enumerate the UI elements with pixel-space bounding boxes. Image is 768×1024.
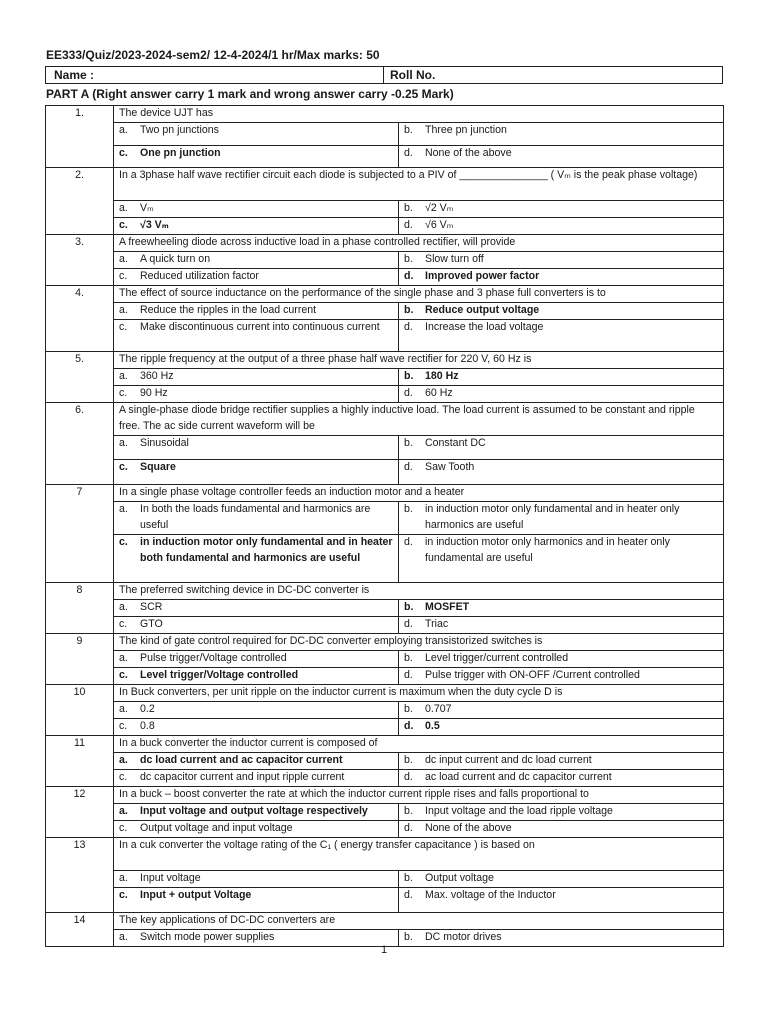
- option-row: [46, 702, 724, 719]
- option-text: Switch mode power supplies: [140, 931, 275, 943]
- option-letter: d.: [404, 889, 413, 901]
- question-number: 3.: [46, 235, 114, 286]
- option-letter: b.: [404, 872, 413, 884]
- option-letter: a.: [119, 703, 128, 715]
- option-cell: [399, 770, 724, 787]
- option-text: Pulse trigger with ON-OFF /Current controlled: [425, 669, 640, 681]
- option-cell: [114, 804, 399, 821]
- option-cell: [399, 201, 724, 218]
- option-row: [46, 269, 724, 286]
- option-letter: d.: [404, 720, 414, 732]
- option-text: None of the above: [425, 822, 512, 834]
- option: [404, 617, 718, 633]
- option-row: [46, 535, 724, 583]
- option: [404, 651, 718, 667]
- option-cell: [114, 617, 399, 634]
- option-cell: [114, 218, 399, 235]
- option: [119, 123, 393, 139]
- option-row: [46, 320, 724, 352]
- option: [119, 369, 393, 385]
- option-cell: [399, 502, 724, 535]
- option-cell: [114, 436, 399, 460]
- option-letter: a.: [119, 253, 128, 265]
- question-number: 1.: [46, 106, 114, 168]
- option-text: Reduce output voltage: [425, 304, 540, 316]
- option-text: Pulse trigger/Voltage controlled: [140, 652, 287, 664]
- option-text: Slow turn off: [425, 253, 484, 265]
- option: [404, 386, 718, 402]
- option-text: GTO: [140, 618, 163, 630]
- option-letter: c.: [119, 720, 128, 732]
- question-table-body: [46, 106, 724, 947]
- option-row: [46, 753, 724, 770]
- roll-label: Roll No.: [390, 68, 436, 82]
- option-text: √2 Vₘ: [425, 202, 454, 214]
- option-letter: b.: [404, 601, 414, 613]
- option-letter: d.: [404, 771, 413, 783]
- option-letter: c.: [119, 618, 128, 630]
- name-roll-box: [45, 66, 723, 84]
- option-row: [46, 617, 724, 634]
- option-text: Input + output Voltage: [140, 889, 252, 901]
- option: [119, 702, 393, 718]
- option-row: [46, 719, 724, 736]
- option-text: dc capacitor current and input ripple current: [140, 771, 345, 783]
- option-row: [46, 460, 724, 485]
- option: [119, 201, 393, 217]
- option: [404, 218, 718, 234]
- option-cell: [399, 386, 724, 403]
- question-number: 2.: [46, 168, 114, 235]
- question-text: A single-phase diode bridge rectifier supplies a highly inductive load. The load current is assumed to be constant and ripple free. The ac side current waveform will be: [114, 403, 724, 436]
- option-cell: [399, 888, 724, 913]
- option-letter: a.: [119, 872, 128, 884]
- option-cell: [399, 320, 724, 352]
- option-letter: a.: [119, 754, 128, 766]
- option-text: Saw Tooth: [425, 461, 475, 473]
- question-stem-row: [46, 235, 724, 252]
- option-cell: [114, 201, 399, 218]
- option-text: Output voltage: [425, 872, 494, 884]
- question-stem-row: [46, 913, 724, 930]
- option-row: [46, 436, 724, 460]
- option: [119, 888, 393, 904]
- option: [404, 600, 718, 616]
- option-cell: [399, 146, 724, 168]
- option-letter: c.: [119, 536, 128, 548]
- question-stem-row: [46, 787, 724, 804]
- option-text: One pn junction: [140, 147, 221, 159]
- course-header: EE333/Quiz/2023-2024-sem2/ 12-4-2024/1 hr/Max marks: 50: [46, 48, 380, 62]
- option-row: [46, 668, 724, 685]
- option-text: SCR: [140, 601, 163, 613]
- option-cell: [114, 821, 399, 838]
- option-cell: [399, 436, 724, 460]
- option-row: [46, 821, 724, 838]
- option-letter: d.: [404, 822, 413, 834]
- option-text: Reduced utilization factor: [140, 270, 259, 282]
- option: [404, 535, 718, 566]
- option-text: In both the loads fundamental and harmonics are useful: [140, 503, 371, 531]
- question-stem-row: [46, 168, 724, 201]
- option: [404, 303, 718, 319]
- question-number: 14: [46, 913, 114, 947]
- option: [119, 436, 393, 452]
- question-number: 5.: [46, 352, 114, 403]
- option-text: MOSFET: [425, 601, 470, 613]
- option-letter: a.: [119, 370, 128, 382]
- question-stem-row: [46, 485, 724, 502]
- option: [119, 502, 393, 533]
- option-text: Vₘ: [140, 202, 154, 214]
- option-text: Square: [140, 461, 176, 473]
- option-cell: [114, 303, 399, 320]
- option: [404, 123, 718, 139]
- question-text: The device UJT has: [114, 106, 724, 123]
- option-text: Input voltage and the load ripple voltage: [425, 805, 613, 817]
- question-table: [45, 105, 724, 947]
- option-text: A quick turn on: [140, 253, 211, 265]
- question-number: 11: [46, 736, 114, 787]
- option-cell: [399, 617, 724, 634]
- question-text: In Buck converters, per unit ripple on the inductor current is maximum when the duty cycle D is: [114, 685, 724, 702]
- option-letter: b.: [404, 652, 413, 664]
- option-text: Triac: [425, 618, 449, 630]
- option-cell: [114, 535, 399, 583]
- option-text: Input voltage and output voltage respectively: [140, 805, 368, 817]
- option-text: Input voltage: [140, 872, 201, 884]
- option-letter: d.: [404, 270, 414, 282]
- option-letter: b.: [404, 754, 413, 766]
- question-number: 8: [46, 583, 114, 634]
- option-row: [46, 651, 724, 668]
- option-cell: [114, 719, 399, 736]
- option-text: 90 Hz: [140, 387, 168, 399]
- option-letter: b.: [404, 304, 414, 316]
- option: [404, 702, 718, 718]
- question-text: The effect of source inductance on the performance of the single phase and 3 phase full converters is to: [114, 286, 724, 303]
- option: [404, 871, 718, 887]
- option-letter: d.: [404, 669, 413, 681]
- option: [404, 252, 718, 268]
- question-text: In a 3phase half wave rectifier circuit each diode is subjected to a PIV of _______________ ( Vₘ is the peak phase voltage): [114, 168, 724, 201]
- option-row: [46, 303, 724, 320]
- option-letter: b.: [404, 503, 413, 515]
- question-number: 13: [46, 838, 114, 913]
- question-stem-row: [46, 106, 724, 123]
- option: [119, 871, 393, 887]
- option-letter: a.: [119, 652, 128, 664]
- option-row: [46, 871, 724, 888]
- option-cell: [114, 252, 399, 269]
- option-row: [46, 770, 724, 787]
- option: [119, 753, 393, 769]
- option-cell: [114, 753, 399, 770]
- option: [404, 804, 718, 820]
- option-text: None of the above: [425, 147, 512, 159]
- option-text: ac load current and dc capacitor current: [425, 771, 612, 783]
- option-text: dc input current and dc load current: [425, 754, 592, 766]
- option-letter: b.: [404, 370, 414, 382]
- question-stem-row: [46, 583, 724, 600]
- option: [404, 460, 718, 476]
- option-row: [46, 888, 724, 913]
- option-text: Increase the load voltage: [425, 321, 544, 333]
- option: [119, 668, 393, 684]
- option-text: Improved power factor: [425, 270, 540, 282]
- option-text: 360 Hz: [140, 370, 174, 382]
- option-text: Level trigger/Voltage controlled: [140, 669, 299, 681]
- question-number: 9: [46, 634, 114, 685]
- option: [404, 502, 718, 533]
- question-stem-row: [46, 403, 724, 436]
- page-number: 1: [380, 944, 388, 956]
- option: [119, 303, 393, 319]
- option-letter: a.: [119, 601, 128, 613]
- option-letter: c.: [119, 822, 128, 834]
- option-text: Output voltage and input voltage: [140, 822, 293, 834]
- question-text: In a single phase voltage controller feeds an induction motor and a heater: [114, 485, 724, 502]
- question-number: 7: [46, 485, 114, 583]
- option-cell: [114, 502, 399, 535]
- option-text: dc load current and ac capacitor current: [140, 754, 343, 766]
- option-cell: [399, 804, 724, 821]
- option-cell: [399, 369, 724, 386]
- question-number: 12: [46, 787, 114, 838]
- option-cell: [114, 146, 399, 168]
- option-row: [46, 502, 724, 535]
- option-letter: c.: [119, 461, 128, 473]
- question-stem-row: [46, 685, 724, 702]
- option-cell: [399, 460, 724, 485]
- option-row: [46, 804, 724, 821]
- option-cell: [399, 871, 724, 888]
- option-cell: [114, 369, 399, 386]
- option-text: in induction motor only fundamental and in heater both fundamental and harmonics are useful: [140, 536, 393, 564]
- option-cell: [399, 651, 724, 668]
- option-cell: [114, 888, 399, 913]
- option: [119, 218, 393, 234]
- question-stem-row: [46, 352, 724, 369]
- option-letter: d.: [404, 219, 413, 231]
- option: [404, 146, 718, 162]
- option-letter: b.: [404, 253, 413, 265]
- option-letter: d.: [404, 618, 413, 630]
- part-a-heading: PART A (Right answer carry 1 mark and wrong answer carry -0.25 Mark): [46, 87, 454, 101]
- option-cell: [114, 600, 399, 617]
- option-cell: [114, 702, 399, 719]
- option-letter: d.: [404, 536, 413, 548]
- option-text: 0.5: [425, 720, 440, 732]
- option: [404, 821, 718, 837]
- option-text: Sinusoidal: [140, 437, 189, 449]
- option-row: [46, 123, 724, 146]
- option: [119, 269, 393, 285]
- option-letter: b.: [404, 124, 413, 136]
- option-text: 180 Hz: [425, 370, 459, 382]
- option: [119, 386, 393, 402]
- option-letter: d.: [404, 321, 413, 333]
- option-letter: a.: [119, 202, 128, 214]
- option-letter: b.: [404, 437, 413, 449]
- question-text: The kind of gate control required for DC-DC converter employing transistorized switches is: [114, 634, 724, 651]
- option-text: 0.707: [425, 703, 452, 715]
- option-cell: [399, 303, 724, 320]
- option-letter: a.: [119, 503, 128, 515]
- option-cell: [114, 269, 399, 286]
- question-stem-row: [46, 838, 724, 871]
- option-letter: c.: [119, 147, 128, 159]
- option-letter: a.: [119, 304, 128, 316]
- option: [119, 651, 393, 667]
- option-letter: c.: [119, 669, 128, 681]
- option-text: Reduce the ripples in the load current: [140, 304, 317, 316]
- option-letter: a.: [119, 931, 128, 943]
- option-text: 0.2: [140, 703, 155, 715]
- option-cell: [399, 821, 724, 838]
- option: [119, 535, 393, 566]
- option: [404, 436, 718, 452]
- option: [404, 888, 718, 904]
- option-letter: b.: [404, 805, 413, 817]
- question-number: 4.: [46, 286, 114, 352]
- option-text: Three pn junction: [425, 124, 507, 136]
- option-letter: b.: [404, 931, 413, 943]
- question-text: A freewheeling diode across inductive load in a phase controlled rectifier, will provide: [114, 235, 724, 252]
- question-stem-row: [46, 736, 724, 753]
- option: [404, 320, 718, 336]
- name-label: Name :: [54, 68, 95, 82]
- option-text: in induction motor only harmonics and in heater only fundamental are useful: [425, 536, 670, 564]
- option: [119, 146, 393, 162]
- option: [119, 320, 393, 336]
- option-text: Level trigger/current controlled: [425, 652, 569, 664]
- option-row: [46, 386, 724, 403]
- option: [119, 252, 393, 268]
- option-text: Two pn junctions: [140, 124, 219, 136]
- option: [119, 460, 393, 476]
- option-letter: d.: [404, 147, 413, 159]
- option: [119, 617, 393, 633]
- option-text: √6 Vₘ: [425, 219, 454, 231]
- option-letter: c.: [119, 219, 128, 231]
- option: [119, 600, 393, 616]
- option-text: in induction motor only fundamental and in heater only harmonics are useful: [425, 503, 680, 531]
- question-text: The ripple frequency at the output of a three phase half wave rectifier for 220 V, 60 Hz is: [114, 352, 724, 369]
- option-cell: [399, 269, 724, 286]
- option-letter: c.: [119, 889, 128, 901]
- name-roll-divider: [383, 67, 384, 83]
- option-cell: [399, 702, 724, 719]
- option-cell: [114, 460, 399, 485]
- option: [404, 201, 718, 217]
- option-cell: [114, 668, 399, 685]
- option-text: 0.8: [140, 720, 155, 732]
- option-text: Constant DC: [425, 437, 486, 449]
- option-cell: [114, 770, 399, 787]
- option-letter: d.: [404, 387, 413, 399]
- option-letter: c.: [119, 270, 128, 282]
- option-cell: [399, 753, 724, 770]
- option-row: [46, 201, 724, 218]
- option: [404, 719, 718, 735]
- option-letter: d.: [404, 461, 413, 473]
- option: [119, 719, 393, 735]
- question-text: In a cuk converter the voltage rating of the C₁ ( energy transfer capacitance ) is based on: [114, 838, 724, 871]
- option: [404, 770, 718, 786]
- option-letter: b.: [404, 703, 413, 715]
- option-cell: [399, 668, 724, 685]
- option-letter: c.: [119, 321, 128, 333]
- option: [404, 369, 718, 385]
- option-letter: b.: [404, 202, 413, 214]
- option-row: [46, 252, 724, 269]
- question-number: 6.: [46, 403, 114, 485]
- question-number: 10: [46, 685, 114, 736]
- option-row: [46, 218, 724, 235]
- option-letter: c.: [119, 771, 128, 783]
- option-text: Max. voltage of the Inductor: [425, 889, 556, 901]
- option: [119, 804, 393, 820]
- question-text: In a buck converter the inductor current is composed of: [114, 736, 724, 753]
- option-text: 60 Hz: [425, 387, 453, 399]
- option-letter: c.: [119, 387, 128, 399]
- option: [404, 668, 718, 684]
- option-cell: [114, 651, 399, 668]
- option-letter: a.: [119, 437, 128, 449]
- option-cell: [114, 386, 399, 403]
- option-letter: a.: [119, 124, 128, 136]
- option-cell: [399, 218, 724, 235]
- option-row: [46, 369, 724, 386]
- option-letter: a.: [119, 805, 128, 817]
- option-cell: [399, 535, 724, 583]
- option-row: [46, 146, 724, 168]
- option-cell: [399, 252, 724, 269]
- question-text: The key applications of DC-DC converters are: [114, 913, 724, 930]
- option-cell: [399, 719, 724, 736]
- question-text: In a buck – boost converter the rate at which the inductor current ripple rises and falls proportional to: [114, 787, 724, 804]
- option-text: √3 Vₘ: [140, 219, 169, 231]
- question-stem-row: [46, 286, 724, 303]
- question-stem-row: [46, 634, 724, 651]
- option-text: Make discontinuous current into continuous current: [140, 321, 380, 333]
- option-cell: [399, 600, 724, 617]
- option: [404, 753, 718, 769]
- option: [404, 269, 718, 285]
- option-cell: [399, 123, 724, 146]
- question-text: The preferred switching device in DC-DC converter is: [114, 583, 724, 600]
- option-row: [46, 600, 724, 617]
- option-text: DC motor drives: [425, 931, 502, 943]
- option-cell: [114, 320, 399, 352]
- option: [119, 770, 393, 786]
- option-cell: [114, 123, 399, 146]
- option-cell: [114, 871, 399, 888]
- option: [119, 821, 393, 837]
